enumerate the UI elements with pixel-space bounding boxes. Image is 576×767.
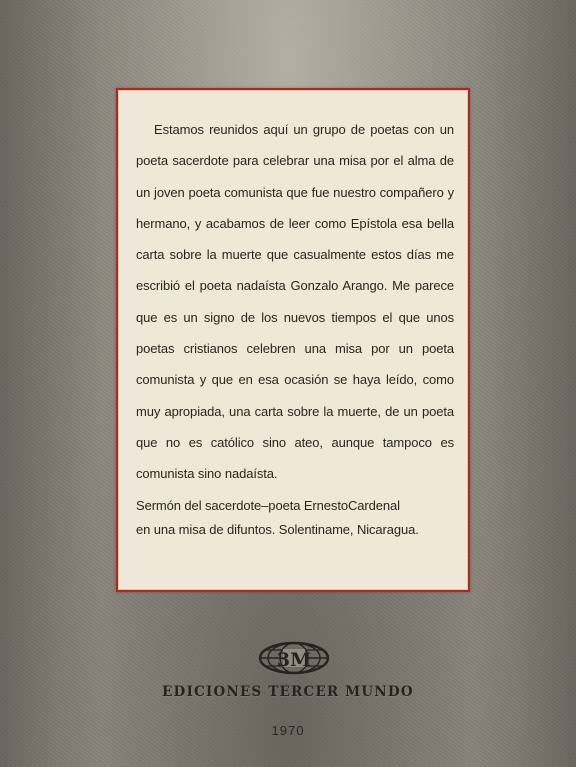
publisher-name: EDICIONES TERCER MUNDO [162, 684, 414, 700]
attribution-line-1: Sermón del sacerdote–poeta ErnestoCardenal [136, 497, 400, 513]
attribution [136, 494, 454, 542]
publication-year: 1970 [271, 723, 305, 738]
logo-monogram: 3M [276, 649, 312, 671]
quote-panel [116, 88, 470, 592]
quote-text: Estamos reunidos aquí un grupo de poetas con un poeta sacerdote para celebrar una misa por el alma de un joven poeta comunista que fue nuestro compañero y hermano, y acabamos de leer como Epístola esa bella carta sobre la muerte que casualmente estos días me escribió el poeta nadaísta Gonzalo Arango. Me parece que es un signo de los nuevos tiempos el que unos poetas cristianos celebren una misa por un poeta comunista y que en esa ocasión se haya leído, como muy apropiada, una carta sobre la muerte, de un poeta que no es católico sino ateo, aunque tampoco es comunista sino nadaísta. [136, 122, 454, 482]
globe-logo-icon [258, 641, 330, 675]
attribution-line-2: en una misa de difuntos. Solentiname, Nicaragua. [136, 521, 419, 537]
